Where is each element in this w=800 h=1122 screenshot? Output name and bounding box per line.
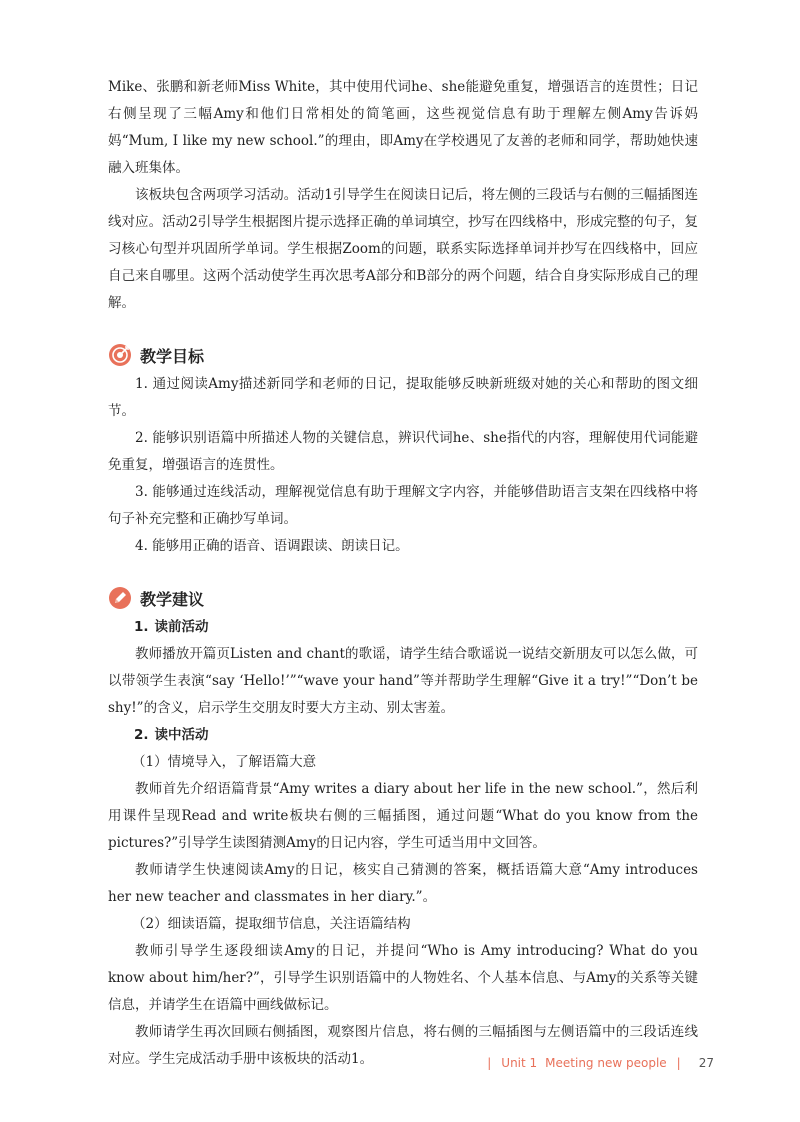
pre-reading-heading [108, 614, 698, 641]
page-footer [477, 1056, 714, 1070]
objective-item-3: 3. 能够通过连线活动，理解视觉信息有助于理解文字内容，并能够借助语言支架在四线格中将句子补充完整和正确抄写单词。 [108, 484, 698, 527]
footer-divider-left: | [487, 1056, 492, 1070]
objectives-header [108, 341, 698, 369]
objective-item-4: 4. 能够用正确的语音、语调跟读、朗读日记。 [135, 538, 409, 554]
intro-paragraph-1: Mike、张鹏和新老师Miss White，其中使用代词he、she能避免重复，增强语言的连贯性；日记右侧呈现了三幅Amy和他们日常相处的简笔画，这些视觉信息有助于理解左侧Amy告诉妈妈“Mum, I like my new school.”的理由，即Amy在学校遇见了友善的老师和同学，帮助她快速融入班集体。 [108, 79, 698, 176]
pencil-icon [108, 586, 132, 610]
pre-reading-text: 教师播放开篇页Listen and chant的歌谣，请学生结合歌谣说一说结交新朋友可以怎么做，可以带领学生表演“say ‘Hello!’”“wave your hand”等并帮助学生理解“Give it a try!”“Don’t be shy!”的含义，启示学生交朋友时要大方主动、别太害羞。 [108, 646, 698, 716]
step2-heading: （2）细读语篇，提取细节信息，关注语篇结构 [132, 916, 411, 932]
step1-heading: （1）情境导入，了解语篇大意 [132, 754, 317, 770]
footer-divider-right: | [676, 1056, 681, 1070]
intro-paragraph-2: 该板块包含两项学习活动。活动1引导学生在阅读日记后，将左侧的三段话与右侧的三幅插图连线对应。活动2引导学生根据图片提示选择正确的单词填空，抄写在四线格中，形成完整的句子，复习核心句型并巩固所学单词。学生根据Zoom的问题，联系实际选择单词并抄写在四线格中，回应自己来自哪里。这两个活动使学生再次思考A部分和B部分的两个问题，结合自身实际形成自己的理解。 [108, 187, 698, 311]
suggestions-header [108, 584, 698, 612]
while-reading-title: 读中活动 [154, 727, 209, 743]
objective-item-2: 2. 能够识别语篇中所描述人物的关键信息，辨识代词he、she指代的内容，理解使用代词能避免重复，增强语言的连贯性。 [108, 430, 698, 473]
step1-paragraph-2: 教师请学生快速阅读Amy的日记，核实自己猜测的答案，概括语篇大意“Amy introduces her new teacher and classmates in her diary.”。 [108, 862, 698, 905]
while-reading-heading [108, 722, 698, 749]
target-icon [108, 343, 132, 367]
pre-reading-number: 1. [134, 619, 149, 635]
footer-unit: Unit 1 [501, 1056, 538, 1070]
pre-reading-title: 读前活动 [154, 619, 209, 635]
step1-paragraph-1: 教师首先介绍语篇背景“Amy writes a diary about her life in the new school.”，然后利用课件呈现Read and write板块右侧的三幅插图，通过问题“What do you know from the pictures?”引导学生读图猜测Amy的日记内容，学生可适当用中文回答。 [108, 781, 698, 851]
objectives-title: 教学目标 [140, 346, 205, 366]
footer-topic: Meeting new people [545, 1056, 667, 1070]
while-reading-number: 2. [134, 727, 149, 743]
suggestions-title: 教学建议 [140, 589, 205, 609]
page-content [108, 74, 698, 1073]
step2-paragraph-1: 教师引导学生逐段细读Amy的日记，并提问“Who is Amy introducing? What do you know about him/her?”，引导学生识别语篇中的人物姓名、个人基本信息、与Amy的关系等关键信息，并请学生在语篇中画线做标记。 [108, 943, 698, 1013]
objective-item-1: 1. 通过阅读Amy描述新同学和老师的日记，提取能够反映新班级对她的关心和帮助的图文细节。 [108, 376, 698, 419]
page-number: 27 [698, 1056, 714, 1070]
step2-paragraph-2: 教师请学生再次回顾右侧插图，观察图片信息，将右侧的三幅插图与左侧语篇中的三段话连线对应。学生完成活动手册中该板块的活动1。 [108, 1024, 698, 1067]
